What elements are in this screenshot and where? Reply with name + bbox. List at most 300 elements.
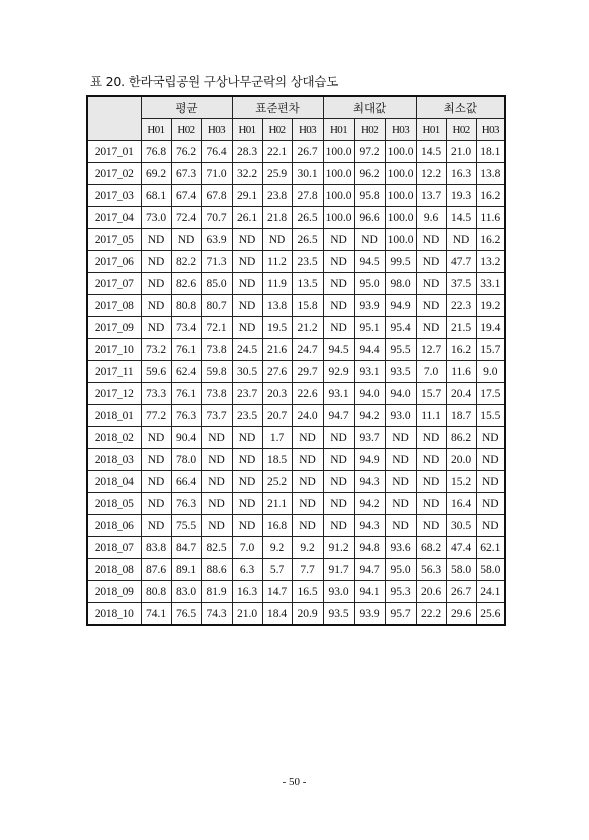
humidity-table xyxy=(86,95,506,626)
table-cell: 15.2 xyxy=(446,471,476,493)
table-cell: 84.7 xyxy=(171,537,201,559)
table-cell: ND xyxy=(416,471,446,493)
table-cell: 15.7 xyxy=(476,339,505,361)
table-cell: 76.1 xyxy=(171,339,201,361)
table-cell: ND xyxy=(141,471,171,493)
table-cell: 76.4 xyxy=(201,141,232,163)
group-header-mean: 평균 xyxy=(141,96,232,119)
table-cell: ND xyxy=(416,273,446,295)
table-cell: ND xyxy=(416,317,446,339)
table-cell: 68.1 xyxy=(141,185,171,207)
table-cell: ND xyxy=(292,471,323,493)
table-cell: ND xyxy=(476,449,505,471)
row-label: 2017_09 xyxy=(87,317,141,339)
table-cell: 19.3 xyxy=(446,185,476,207)
table-cell: ND xyxy=(232,427,262,449)
table-cell: 95.5 xyxy=(385,339,416,361)
table-cell: ND xyxy=(232,295,262,317)
table-cell: 98.0 xyxy=(385,273,416,295)
table-cell: 88.6 xyxy=(201,559,232,581)
table-cell: 73.8 xyxy=(201,383,232,405)
table-cell: ND xyxy=(416,449,446,471)
table-cell: 69.2 xyxy=(141,163,171,185)
table-cell: ND xyxy=(323,273,354,295)
table-cell: ND xyxy=(385,427,416,449)
table-row xyxy=(87,449,505,471)
table-cell: 15.8 xyxy=(292,295,323,317)
table-cell: 94.2 xyxy=(354,405,385,427)
table-cell: 93.1 xyxy=(354,361,385,383)
table-cell: 30.5 xyxy=(232,361,262,383)
table-cell: 92.9 xyxy=(323,361,354,383)
table-cell: ND xyxy=(385,471,416,493)
row-label: 2017_04 xyxy=(87,207,141,229)
table-cell: 23.5 xyxy=(292,251,323,273)
table-cell: 95.0 xyxy=(385,559,416,581)
table-cell: ND xyxy=(385,515,416,537)
table-cell: ND xyxy=(476,515,505,537)
table-cell: 89.1 xyxy=(171,559,201,581)
table-cell: 73.0 xyxy=(141,207,171,229)
page-number: - 50 - xyxy=(282,776,307,788)
table-cell: 94.9 xyxy=(385,295,416,317)
table-cell: ND xyxy=(141,427,171,449)
table-row xyxy=(87,581,505,603)
table-cell: 99.5 xyxy=(385,251,416,273)
table-cell: 20.7 xyxy=(262,405,292,427)
table-cell: ND xyxy=(201,449,232,471)
table-cell: 19.5 xyxy=(262,317,292,339)
table-cell: 81.9 xyxy=(201,581,232,603)
table-cell: ND xyxy=(323,471,354,493)
table-cell: ND xyxy=(323,295,354,317)
table-cell: ND xyxy=(201,493,232,515)
table-cell: ND xyxy=(416,515,446,537)
table-cell: 7.7 xyxy=(292,559,323,581)
table-cell: 82.6 xyxy=(171,273,201,295)
table-cell: 33.1 xyxy=(476,273,505,295)
table-cell: 13.8 xyxy=(476,163,505,185)
table-cell: 93.9 xyxy=(354,603,385,626)
table-cell: 95.8 xyxy=(354,185,385,207)
table-cell: ND xyxy=(354,229,385,251)
table-cell: 22.1 xyxy=(262,141,292,163)
table-cell: 16.2 xyxy=(476,229,505,251)
table-cell: 13.8 xyxy=(262,295,292,317)
table-cell: 21.0 xyxy=(232,603,262,626)
site-header: H02 xyxy=(262,119,292,141)
table-cell: 76.2 xyxy=(171,141,201,163)
table-cell: 32.2 xyxy=(232,163,262,185)
table-cell: 15.5 xyxy=(476,405,505,427)
table-cell: 11.6 xyxy=(446,361,476,383)
table-cell: 77.2 xyxy=(141,405,171,427)
table-cell: 11.6 xyxy=(476,207,505,229)
table-row xyxy=(87,295,505,317)
row-label: 2018_10 xyxy=(87,603,141,626)
table-cell: 26.5 xyxy=(292,229,323,251)
table-cell: ND xyxy=(323,493,354,515)
table-cell: 94.0 xyxy=(354,383,385,405)
table-cell: 7.0 xyxy=(416,361,446,383)
table-cell: 20.9 xyxy=(292,603,323,626)
table-cell: 27.8 xyxy=(292,185,323,207)
table-cell: 16.8 xyxy=(262,515,292,537)
table-row xyxy=(87,405,505,427)
table-cell: ND xyxy=(292,449,323,471)
table-cell: ND xyxy=(323,515,354,537)
table-cell: ND xyxy=(416,251,446,273)
table-cell: 9.2 xyxy=(262,537,292,559)
table-cell: 16.3 xyxy=(232,581,262,603)
table-cell: 95.0 xyxy=(354,273,385,295)
table-cell: 20.6 xyxy=(416,581,446,603)
table-cell: 20.3 xyxy=(262,383,292,405)
table-cell: 72.4 xyxy=(171,207,201,229)
table-cell: ND xyxy=(141,515,171,537)
table-cell: 73.4 xyxy=(171,317,201,339)
table-cell: 22.3 xyxy=(446,295,476,317)
site-header: H01 xyxy=(232,119,262,141)
table-cell: 74.3 xyxy=(201,603,232,626)
site-header: H03 xyxy=(476,119,505,141)
table-cell: 25.6 xyxy=(476,603,505,626)
table-cell: 67.3 xyxy=(171,163,201,185)
table-cell: 72.1 xyxy=(201,317,232,339)
table-row xyxy=(87,515,505,537)
table-cell: 71.3 xyxy=(201,251,232,273)
table-cell: 63.9 xyxy=(201,229,232,251)
table-row xyxy=(87,163,505,185)
table-cell: 83.0 xyxy=(171,581,201,603)
row-label: 2017_02 xyxy=(87,163,141,185)
group-header-min: 최소값 xyxy=(416,96,505,119)
table-cell: 37.5 xyxy=(446,273,476,295)
table-cell: 18.7 xyxy=(446,405,476,427)
table-cell: ND xyxy=(292,515,323,537)
row-label: 2018_01 xyxy=(87,405,141,427)
table-cell: 18.1 xyxy=(476,141,505,163)
table-row xyxy=(87,559,505,581)
table-cell: 100.0 xyxy=(385,141,416,163)
table-cell: 93.5 xyxy=(385,361,416,383)
table-cell: 91.7 xyxy=(323,559,354,581)
table-cell: ND xyxy=(141,493,171,515)
table-cell: 26.5 xyxy=(292,207,323,229)
table-cell: 12.2 xyxy=(416,163,446,185)
table-cell: 93.0 xyxy=(385,405,416,427)
table-cell: 16.3 xyxy=(446,163,476,185)
table-cell: 90.4 xyxy=(171,427,201,449)
row-label: 2017_08 xyxy=(87,295,141,317)
table-cell: 26.1 xyxy=(232,207,262,229)
table-cell: ND xyxy=(416,295,446,317)
table-cell: 93.5 xyxy=(323,603,354,626)
table-cell: 76.5 xyxy=(171,603,201,626)
table-cell: 9.2 xyxy=(292,537,323,559)
table-cell: ND xyxy=(262,229,292,251)
row-label: 2018_07 xyxy=(87,537,141,559)
table-cell: 47.7 xyxy=(446,251,476,273)
table-cell: 95.3 xyxy=(385,581,416,603)
table-cell: 95.1 xyxy=(354,317,385,339)
row-label: 2017_01 xyxy=(87,141,141,163)
table-cell: 16.2 xyxy=(446,339,476,361)
table-cell: 94.5 xyxy=(354,251,385,273)
table-cell: 97.2 xyxy=(354,141,385,163)
table-cell: ND xyxy=(323,449,354,471)
row-label: 2018_04 xyxy=(87,471,141,493)
row-label: 2018_03 xyxy=(87,449,141,471)
table-cell: ND xyxy=(416,493,446,515)
table-row xyxy=(87,141,505,163)
table-row xyxy=(87,537,505,559)
table-cell: ND xyxy=(171,229,201,251)
table-cell: 16.5 xyxy=(292,581,323,603)
row-label: 2018_02 xyxy=(87,427,141,449)
table-cell: 87.6 xyxy=(141,559,171,581)
table-cell: 21.1 xyxy=(262,493,292,515)
table-caption: 표 20. 한라국립공원 구상나무군락의 상대습도 xyxy=(90,74,339,89)
table-cell: 14.5 xyxy=(416,141,446,163)
table-cell: 5.7 xyxy=(262,559,292,581)
row-label: 2018_06 xyxy=(87,515,141,537)
table-cell: 76.1 xyxy=(171,383,201,405)
table-cell: 21.6 xyxy=(262,339,292,361)
table-cell: ND xyxy=(476,493,505,515)
table-cell: 22.2 xyxy=(416,603,446,626)
row-label: 2018_08 xyxy=(87,559,141,581)
table-row xyxy=(87,493,505,515)
table-cell: 30.5 xyxy=(446,515,476,537)
table-cell: 26.7 xyxy=(292,141,323,163)
row-label: 2017_03 xyxy=(87,185,141,207)
table-cell: 76.8 xyxy=(141,141,171,163)
table-cell: 24.0 xyxy=(292,405,323,427)
table-cell: 24.5 xyxy=(232,339,262,361)
row-label: 2017_06 xyxy=(87,251,141,273)
table-cell: 9.6 xyxy=(416,207,446,229)
table-cell: ND xyxy=(323,251,354,273)
table-cell: 74.1 xyxy=(141,603,171,626)
table-cell: 14.5 xyxy=(446,207,476,229)
table-row xyxy=(87,251,505,273)
table-cell: 70.7 xyxy=(201,207,232,229)
table-cell: 19.4 xyxy=(476,317,505,339)
table-cell: 26.7 xyxy=(446,581,476,603)
table-cell: 7.0 xyxy=(232,537,262,559)
table-cell: 93.9 xyxy=(354,295,385,317)
group-header-stddev: 표준편차 xyxy=(232,96,323,119)
table-cell: 27.6 xyxy=(262,361,292,383)
table-row xyxy=(87,471,505,493)
group-header-max: 최대값 xyxy=(323,96,416,119)
table-cell: 93.1 xyxy=(323,383,354,405)
table-cell: 16.4 xyxy=(446,493,476,515)
table-cell: 82.2 xyxy=(171,251,201,273)
table-cell: ND xyxy=(385,493,416,515)
table-cell: 20.0 xyxy=(446,449,476,471)
table-cell: ND xyxy=(232,515,262,537)
table-cell: 100.0 xyxy=(385,207,416,229)
table-cell: ND xyxy=(232,229,262,251)
row-label: 2017_10 xyxy=(87,339,141,361)
table-cell: 80.8 xyxy=(141,581,171,603)
table-cell: 73.7 xyxy=(201,405,232,427)
site-header: H02 xyxy=(171,119,201,141)
table-cell: 23.8 xyxy=(262,185,292,207)
table-cell: 24.1 xyxy=(476,581,505,603)
table-cell: 71.0 xyxy=(201,163,232,185)
table-cell: 14.7 xyxy=(262,581,292,603)
table-cell: 19.2 xyxy=(476,295,505,317)
table-cell: 80.7 xyxy=(201,295,232,317)
table-cell: 94.3 xyxy=(354,471,385,493)
table-cell: 11.2 xyxy=(262,251,292,273)
table-cell: 93.0 xyxy=(323,581,354,603)
table-cell: ND xyxy=(141,229,171,251)
table-cell: 100.0 xyxy=(385,229,416,251)
table-cell: 11.1 xyxy=(416,405,446,427)
table-cell: 21.0 xyxy=(446,141,476,163)
table-cell: 15.7 xyxy=(416,383,446,405)
table-cell: 85.0 xyxy=(201,273,232,295)
table-cell: 100.0 xyxy=(385,185,416,207)
table-cell: 67.8 xyxy=(201,185,232,207)
table-cell: 24.7 xyxy=(292,339,323,361)
table-cell: 95.7 xyxy=(385,603,416,626)
table-cell: ND xyxy=(446,229,476,251)
table-cell: 100.0 xyxy=(323,185,354,207)
table-row xyxy=(87,383,505,405)
site-header: H02 xyxy=(354,119,385,141)
table-cell: 78.0 xyxy=(171,449,201,471)
table-cell: 18.4 xyxy=(262,603,292,626)
table-cell: 96.2 xyxy=(354,163,385,185)
row-label: 2018_09 xyxy=(87,581,141,603)
site-header: H02 xyxy=(446,119,476,141)
table-cell: ND xyxy=(476,427,505,449)
table-cell: 59.8 xyxy=(201,361,232,383)
table-cell: 75.5 xyxy=(171,515,201,537)
table-cell: ND xyxy=(141,273,171,295)
table-row xyxy=(87,207,505,229)
table-cell: ND xyxy=(141,295,171,317)
table-cell: ND xyxy=(141,251,171,273)
table-cell: 20.4 xyxy=(446,383,476,405)
table-cell: ND xyxy=(323,427,354,449)
table-cell: ND xyxy=(141,449,171,471)
table-cell: ND xyxy=(141,317,171,339)
table-cell: 68.2 xyxy=(416,537,446,559)
table-cell: 67.4 xyxy=(171,185,201,207)
table-cell: 25.9 xyxy=(262,163,292,185)
table-cell: 82.5 xyxy=(201,537,232,559)
table-row xyxy=(87,317,505,339)
table-cell: 12.7 xyxy=(416,339,446,361)
table-row xyxy=(87,603,505,626)
site-header: H03 xyxy=(385,119,416,141)
table-cell: 76.3 xyxy=(171,405,201,427)
table-cell: ND xyxy=(201,427,232,449)
table-cell: 56.3 xyxy=(416,559,446,581)
table-cell: 16.2 xyxy=(476,185,505,207)
table-cell: 13.5 xyxy=(292,273,323,295)
table-cell: 96.6 xyxy=(354,207,385,229)
table-cell: ND xyxy=(232,273,262,295)
row-label: 2018_05 xyxy=(87,493,141,515)
table-cell: ND xyxy=(416,229,446,251)
table-cell: 30.1 xyxy=(292,163,323,185)
table-cell: 94.1 xyxy=(354,581,385,603)
table-row xyxy=(87,229,505,251)
table-cell: 76.3 xyxy=(171,493,201,515)
table-cell: 95.4 xyxy=(385,317,416,339)
table-cell: 13.2 xyxy=(476,251,505,273)
table-cell: ND xyxy=(232,493,262,515)
table-cell: 100.0 xyxy=(323,163,354,185)
table-cell: 94.0 xyxy=(385,383,416,405)
table-cell: 66.4 xyxy=(171,471,201,493)
table-cell: 47.4 xyxy=(446,537,476,559)
table-cell: 58.0 xyxy=(446,559,476,581)
table-cell: 100.0 xyxy=(323,141,354,163)
site-header: H01 xyxy=(323,119,354,141)
table-cell: ND xyxy=(416,427,446,449)
table-cell: 28.3 xyxy=(232,141,262,163)
table-cell: 21.8 xyxy=(262,207,292,229)
table-cell: 91.2 xyxy=(323,537,354,559)
table-cell: 94.3 xyxy=(354,515,385,537)
table-cell: 94.7 xyxy=(323,405,354,427)
table-cell: ND xyxy=(323,229,354,251)
table-cell: ND xyxy=(232,317,262,339)
table-body xyxy=(87,141,505,626)
table-cell: 11.9 xyxy=(262,273,292,295)
table-cell: 22.6 xyxy=(292,383,323,405)
table-cell: ND xyxy=(232,471,262,493)
table-cell: 21.2 xyxy=(292,317,323,339)
table-cell: 73.2 xyxy=(141,339,171,361)
site-header-row xyxy=(87,119,505,141)
table-cell: 29.1 xyxy=(232,185,262,207)
table-cell: 23.7 xyxy=(232,383,262,405)
site-header: H03 xyxy=(201,119,232,141)
table-cell: 29.7 xyxy=(292,361,323,383)
table-cell: 1.7 xyxy=(262,427,292,449)
table-cell: 94.7 xyxy=(354,559,385,581)
table-cell: 100.0 xyxy=(385,163,416,185)
table-cell: 86.2 xyxy=(446,427,476,449)
table-cell: ND xyxy=(232,449,262,471)
table-cell: 93.6 xyxy=(385,537,416,559)
table-cell: 73.8 xyxy=(201,339,232,361)
table-cell: ND xyxy=(476,471,505,493)
table-cell: 18.5 xyxy=(262,449,292,471)
table-row xyxy=(87,361,505,383)
row-label: 2017_05 xyxy=(87,229,141,251)
corner-cell xyxy=(87,96,141,141)
table-cell: 21.5 xyxy=(446,317,476,339)
table-row xyxy=(87,427,505,449)
table-cell: 13.7 xyxy=(416,185,446,207)
table-cell: 94.9 xyxy=(354,449,385,471)
table-cell: 9.0 xyxy=(476,361,505,383)
table-cell: 62.1 xyxy=(476,537,505,559)
table-cell: 62.4 xyxy=(171,361,201,383)
table-cell: 94.4 xyxy=(354,339,385,361)
table-row xyxy=(87,339,505,361)
